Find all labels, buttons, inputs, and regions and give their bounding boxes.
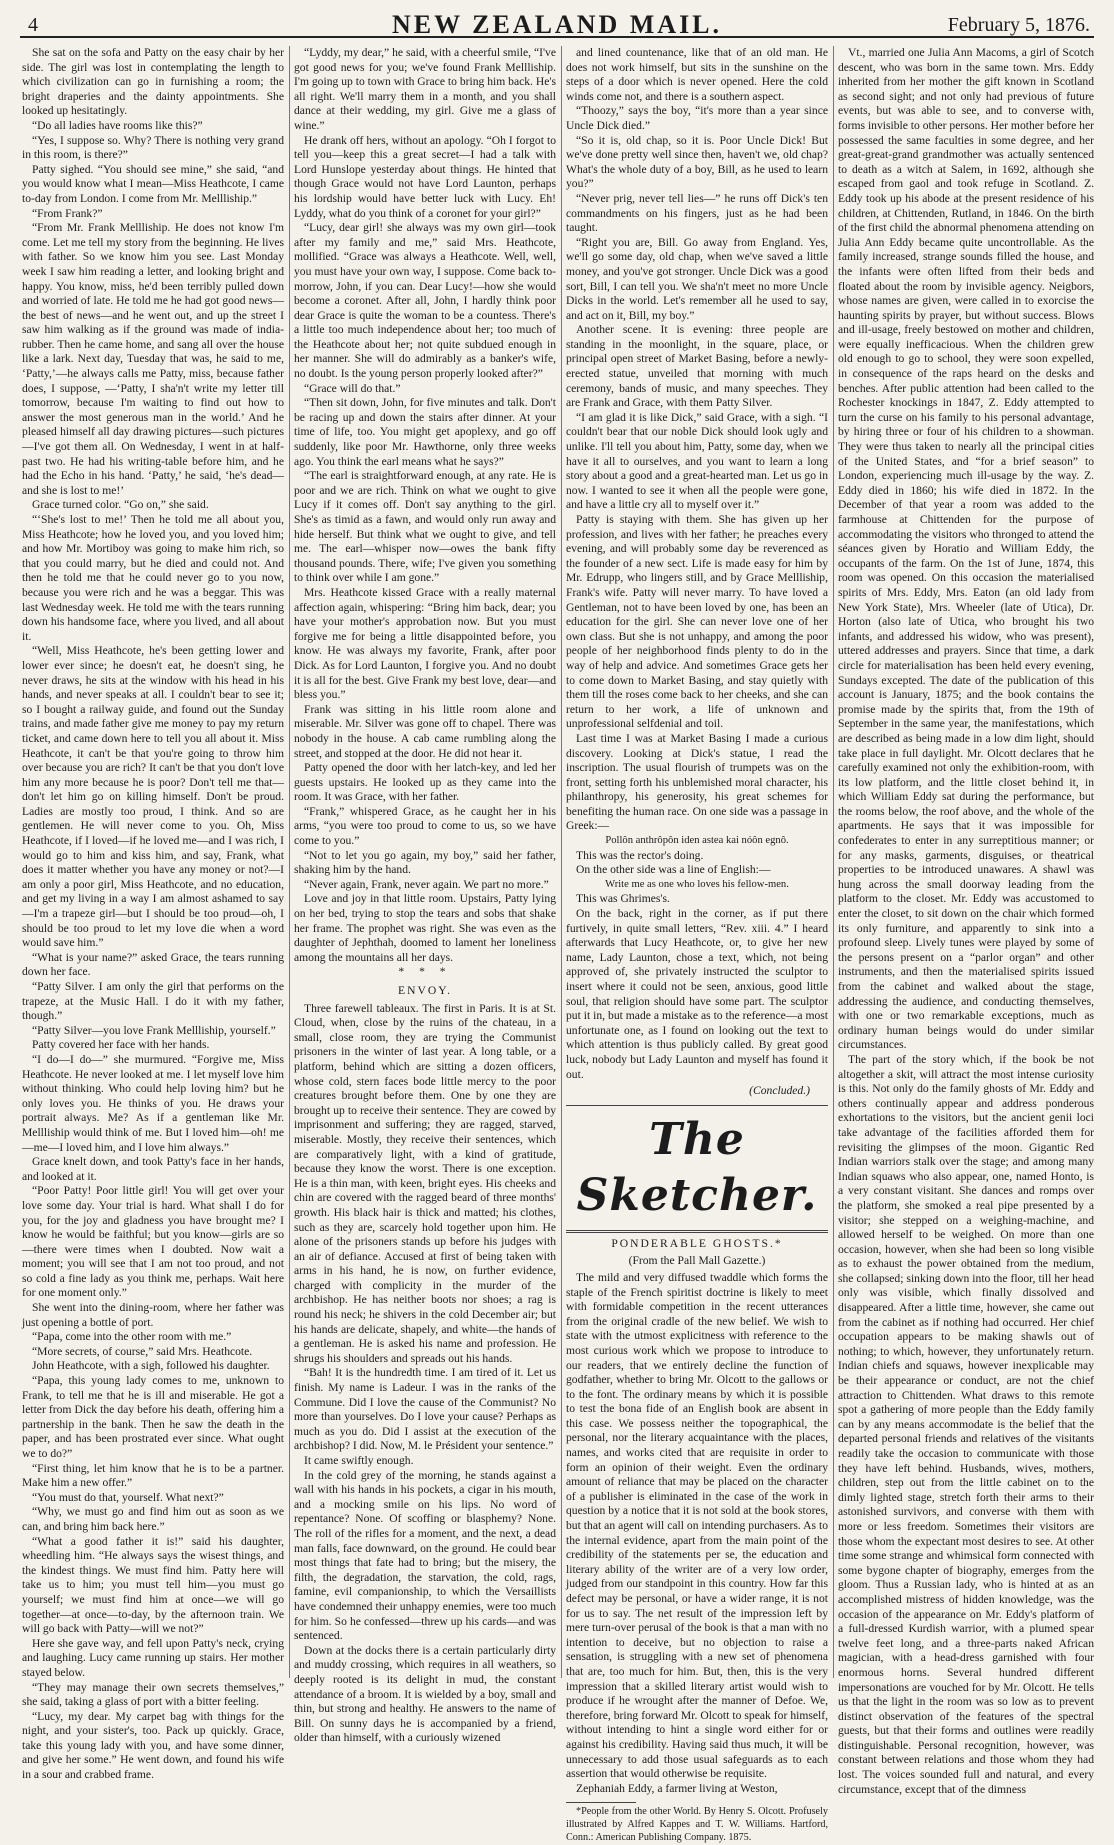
paragraph: “So it is, old chap, so it is. Poor Uncle Dick! But we've done pretty well since then, haven't we, old chap? What's the whole duty of a boy, Bill, as he used to learn you?” [566,133,828,191]
paragraph: Down at the docks there is a certain particularly dirty and muddy crossing, which requires in all weathers, so deeply rooted is its delight in mud, the constant attendance of a broom. It is wielded by a boy, small and thin, but strong and healthy. He answers to the name of Bill. On sunny days he is accompanied by a friend, older than himself, with a curiously wizened [294,1643,556,1745]
envoy-heading: ENVOY. [398,984,452,997]
paragraph: “Then sit down, John, for five minutes and talk. Don't be racing up and down the stairs after dinner. At your time of life, too. You might get apoplexy, and go off suddenly, like poor Mr. Hawthorne, only three weeks ago. You think the earl means what he says?” [294,396,556,468]
divider-line [566,1105,828,1106]
page-number: 4 [28,14,38,36]
paragraph: “Papa, come into the other room with me.” [32,1330,232,1344]
paragraph: Last time I was at Market Basing I made a curious discovery. Looking at Dick's statue, I read the inscription. The usual flourish of trumpets was on the front, setting forth his unblemished moral character, his philanthropy, his generosity, his great schemes for benefiting the human race. On one side was a passage in Greek:— [566,731,828,833]
paragraph: Patty covered her face with her hands. [32,1038,210,1052]
paragraph: Zephaniah Eddy, a farmer living at Weston, [576,1781,778,1795]
paragraph: Vt., married one Julia Ann Macoms, a girl of Scotch descent, who was born in the same town. Mrs. Eddy inherited from her mother the gift known in Scotland as second sight; and not only had previous of future events, but was able to see, and to converse with, forms invisible to other persons. Her mother before her possessed the same faculties in some degree, and her great-great-grand grandmother was actually sentenced to death as a witch at Salem, in 1692, although she escaped from gaol and took refuge in Scotland. Z. Eddy took up his abode at the present residence of his children, at Chittenden, Rutland, in 1846. On the birth of the first child the abnormal phenomena attending on Julia Ann Eddy became quite uncontrollable. As the family increased, strange sounds filled the house, and the infants were often lifted from their beds and floated about the room by invisible agency. Neigbors, whose names are given, were called in to exorcise the haunting spirits by prayer, but without success. Blows and ill-usage, freely bestowed on mother and children, were equally inefficacious. When the children grew old enough to go to school, they were soon expelled, in consequence of the raps heard on the desks and benches. After public attention had been called to the Rochester knockings in 1847, Z. Eddy attempted to turn the curse on his family to his personal advantage, by hiring three or four of his children to a showman. They were thus taken to nearly all the principal cities of the United States, and “for a brief season” to London, experiencing much ill-usage by the way. Z. Eddy died in 1860; his wife died in 1872. In the December of that year a room was added to the farmhouse at Chittenden for the purpose of accommodating the visitors who thronged to attend the séances given by Horatio and William Eddy, the occupants of the farm. On the 1st of June, 1874, this room was opened. On this occasion the materialised spirits of Mrs. Eddy, Mrs. Eaton (an old lady from New York State), Mrs. Wheeler (late of Utica), Dr. Horton (also late of Utica, who brought his two infants, and addressed his widow, who was present), uttered addresses and prayers. Since that time, a dark circle for materialisation has been held every evening, Sundays excepted. The date of the publication of this account is January, 1875; and the book contains the promise made by the spirits that, from the 19th of September in the same year, the manifestations, which are described as being made in a low dim light, should take place in full daylight. Mr. Olcott declares that he carefully examined not only the exhibition-room, with its low platform, and the little closet behind it, in which William Eddy sat during the performance, but the rooms below, the roof above, and the whole of the apartments. He says that it was impossible for confederates to enter in any surreptitious manner; or for any masks, garments, disguises, or theatrical properties to be introduced unawares. A shawl was hung across the small doorway leading from the platform to the closet. Mr. Eddy was accustomed to enter the closet, to sit down on the chair which formed its only furniture, and apparently to sink into a profound sleep. Lively tunes were played by some of the persons present on a “parlor organ” and other instruments, and then the materialised spirits issued from the cabinet and walked about the stage, addressing the audience, and conducting themselves, with one or two remarkable exceptions, much as ordinary human beings would do under similar circumstances. [838,46,1094,1052]
column-divider [289,46,290,1678]
paragraph: This was the rector's doing. [576,848,704,862]
paragraph: “Lyddy, my dear,” he said, with a cheerful smile, “I've got good news for you; we've found Frank Mellliship. I'm going up to town with Grace to bring him back. He's all right. We'll marry them in a month, and you shall dance at their wedding, my girl. Give me a glass of wine.” [294,46,556,132]
paragraph: This was Ghrimes's. [576,892,670,906]
paragraph: Three farewell tableaux. The first in Paris. It is at St. Cloud, when, close by the ruins of the chateau, in a small, close room, they are trying the Communist prisoners in the winter of last year. A long table, or a platform, behind which are sitting a dozen officers, whose cold, stern faces bode little mercy to the poor creatures brought before them. One by one they are brought up to receive their sentence. They are cowed by imprisonment and suffering; they are ragged, starved, miserable. Mostly, they receive their sentences, which are comparatively light, with a kind of gratitude, because they know the worst. There is one exception. He is a thin man, with keen, bright eyes. His cheeks and chin are covered with the ragged beard of three months' growth. His black hair is thick and matted; his clothes, such as they are, scarcely hold together upon him. He alone of the prisoners stands up before his judges with an air of defiance. Accused at first of being taken with arms in his hand, he is now, on further evidence, charged with complicity in the murder of the archbishop. He has neither boots nor shoes; a rag is round his neck; he shivers in the cold December air; but his hands are delicate, shapely, and white—the hands of a gentleman. He is asked his name and profession. He shrugs his shoulders and spreads out his hands. [294,1001,556,1365]
column-2 [294,46,556,1745]
paragraph: Grace knelt down, and took Patty's face in her hands, and looked at it. [22,1155,284,1183]
paragraph: She sat on the sofa and Patty on the easy chair by her side. The girl was lost in contemplating the length to which civilization can go in furnishing a room; the bright draperies and the dainty appointments. She looked up hesitatingly. [22,46,284,118]
greek-inscription: Pollôn anthrôpôn iden astea kai nóôn egnô. [605,835,789,847]
paragraph: “Why, we must go and find him out as soon as we can, and bring him back here.” [22,1505,284,1533]
paragraph: It came swiftly enough. [304,1454,414,1467]
masthead [20,8,1094,38]
column-divider [561,46,562,1678]
issue-date: February 5, 1876. [947,14,1090,36]
paragraph: Patty sighed. “You should see mine,” she said, “and you would know what I mean—Miss Heathcote, I came to-day from London. I come from Mr. Mellliship.” [22,162,284,205]
paragraph: “Papa, this young lady comes to me, unknown to Frank, to tell me that he is ill and miserable. He got a letter from Dick the day before his death, offering him a partnership in the bank. Then he saw the death in the paper, and has been prostrated ever since. What ought we to do?” [22,1374,284,1460]
story-ending [566,46,828,834]
paragraph: Patty is staying with them. She has given up her profession, and lives with her father; he preaches every evening, and will probably some day be reverenced as the founder of a new sect. Life is made easy for him by Mr. Edrupp, who lingers still, and by Grace Mellliship, Frank's wife. Patty will never marry. To have loved a Gentleman, not to have been loved by one, has been an education for the girl. She can never love one of her own class. But she is not unhappy, and among the poor people of her neighborhood finds plenty to do in the way of help and advice. And sometimes Grace gets her to come down to Market Basing, and stay quietly with them till the roses come back to her cheeks, and she can return to her work, a life of unknown and unprofessional selfdenial and toil. [566,513,828,731]
paragraph: “Yes, I suppose so. Why? There is nothing very grand in this room, is there?” [22,133,284,162]
paragraph: Another scene. It is evening: three people are standing in the moonlight, in the square, place, or principal open street of Market Basing, before a newly-erected statue, unveiled that morning with much ceremony, bands of music, and many speeches. They are Frank and Grace, with them Patty Silver. [566,323,828,410]
paragraph: “First thing, let him know that he is to be a partner. Make him a new offer.” [22,1461,284,1490]
paragraph: “Bah! It is the hundredth time. I am tired of it. Let us finish. My name is Ladeur. I was in the ranks of the Commune. Did I love the cause of the Communist? No more than yourselves. Do I love your cause? Perhaps as much as you do. Did I assist at the execution of the archbishop? I did. Now, M. le Président your sentence.” [294,1366,556,1453]
paragraph: “Patty Silver. I am only the girl that performs on the trapeze, at the Music Hall. I do it with my father, though.” [22,980,284,1023]
paper-title: NEW ZEALAND MAIL. [391,10,723,39]
paragraph: and lined countenance, like that of an old man. He does not work himself, but sits in the sunshine on the steps of a door which is never opened. Here the cold winds come not, and there is a southern aspect. [566,46,828,103]
paragraph: The part of the story which, if the book be not altogether a skit, will attract the most intense curiosity is this. Not only do the family ghosts of Mr. Eddy and others continually appear and address ponderous exhortations to the visitors, but the ancient genii loci take advantage of the facilities afforded them for revisiting the glimpses of the moon. Gigantic Red Indian warriors stalk over the stage; and among many Indian squaws who also appear, one, named Honto, is a very constant visitant. She dances and romps over the platform, she smoked a real pipe presented by a visitor; she stepped on a weighing-machine, and allowed herself to be weighed. On more than one occasion, however, when she had been so long visible as to exhaust the power obtained from the medium, she collapsed; sinking down into the floor, till her head only was visible, which finally dissolved and disappeared. After a little time, however, she came out from the cabinet as if nothing had occurred. Her chief occupation appears to be making shawls out of nothing; to which, however, they unfortunately return. Indian chiefs and squaws, however inexplicable may be their appearance or conduct, are not the chief attraction to Chittenden. What draws to this remote spot a gathering of more people than the Eddy family can by any means accommodate is the belief that the departed personal friends and relatives of the visitants readily take the occasion to communicate with those they have left behind. Husbands, wives, mothers, children, step out from the little cabinet on to the dimly lighted stage, stretch forth their arms to their astonished survivors, and converse with them with more or less freedom. Sometimes their visitors are those whom the expectant most desires to see. At other time some strange and whimsical form connected with some bygone chapter of biography, emerges from the gloom. Thus a Russian lady, who is hinted at as an accomplished mistress of hidden knowledge, was the occasion of the appearance on Mr. Eddy's platform of a full-dressed Kurdish warrior, with a plumed spear twelve feet long, and a three-parts naked African magician, with a head-dress garnished with four enormous horns. Several hundred different impersonations are vouched for by Mr. Olcott. He tells us that the light in the room was so low as to prevent distinct observation of the features of the spectral guests, but that their forms and outlines were readily distinguishable. Personal recognition, however, was constant between relations and those whom they had lost. The voices sounded full and natural, and every circumstance, except that of the dimness [838,1052,1094,1796]
paragraph: “Frank,” whispered Grace, as he caught her in his arms, “you were too proud to come to us, so we have come to you.” [294,804,556,848]
paragraph: John Heathcote, with a sigh, followed his daughter. [32,1359,270,1373]
section-separator: * * * [398,965,452,979]
paragraph: “What a good father it is!” said his daughter, wheedling him. “He always says the wisest things, and the kindest things. We must find him. Patty here will take us to him; you must tell him—you must go yourself; we must find him at once—we will go together—at once—to-day, by the afternoon train. We will go back with Patty—will we not?” [22,1534,284,1636]
paragraph: Love and joy in that little room. Upstairs, Patty lying on her bed, trying to stop the tears and sobs that shake her frame. The prophet was right. She was even as the daughter of Jephthah, doomed to lament her loneliness among the mountains all her days. [294,892,556,964]
paragraph: “They may manage their own secrets themselves,” she said, taking a glass of port with a bitter feeling. [22,1680,284,1709]
column-4 [838,46,1094,1796]
concluded-mark: (Concluded.) [749,1084,810,1098]
paragraph: “Well, Miss Heathcote, he's been getting lower and lower ever since; he doesn't eat, he doesn't sing, he never draws, he sits at the window with his head in his hands, and never speaks at all. I couldn't bear to see it; so I bought a railway guide, and found out the Sunday trains, and made father give me money to pay my return ticket, and came down here to tell you all about it. Miss Heathcote, it can't be that you're going to throw him over because you are rich? It can't be that you don't love him any more because he is poor? Don't tell me that—don't let him go on killing himself. Don't be proud. Ladies are mostly too proud, I think. And so are gentlemen. He will never come to you. Oh, Miss Heathcote, if I loved—if he loved me—and I was rich, I would go to him and kiss him, and say, Frank, what does it matter whether you have any money or not?—I am only a poor girl, Miss Heathcote, and no education, and get my living in a way I am almost ashamed to say—I'm a trapeze girl—but I should be too proud—oh, I should be too proud to let my love die when a word would save him.” [22,644,284,950]
paragraph: “Lucy, my dear. My carpet bag with things for the night, and your sister's, too. Pack up quickly. Grace, take this young lady with you, and have some dinner, and give her some.” He went down, and found his wife in a sour and crabbed frame. [22,1709,284,1782]
paragraph: “‘She's lost to me!’ Then he told me all about you, Miss Heathcote; how he loved you, and you loved him; and how Mr. Mortiboy was going to make him rich, so that you could marry, but he died and could not. And then he told me that he could never go to you now, because you were rich and he was a beggar. This was last Wednesday week. He told me with the tears running down his handsome face, where you lived, and all about it. [22,513,284,643]
paragraph: In the cold grey of the morning, he stands against a wall with his hands in his pockets, a cigar in his mouth, and a mocking smile on his lips. No word of repentance? None. Of scoffing or blasphemy? None. The roll of the rifles for a moment, and the next, a dead man falls, face downward, on the ground. He could bear most things that fate had to bring; but the misery, the filth, the degradation, the starvation, the cold, rags, famine, evil companionship, to which the Versaillists have condemned their unhappy enemies, were too much for him. So he confessed—threw up his cards—and was sentenced. [294,1468,556,1643]
paragraph: “Poor Patty! Poor little girl! You will get over your love some day. Your trial is hard. What shall I do for you, for the joy and gladness you have brought me? I know he would be faithful; but you know—girls are so—there were times when I doubted. Now wait a moment; you will see that I am not too proud, and not so cold a fine lady as you think me, perhaps. Wait here for one moment only.” [22,1184,284,1300]
paragraph: “From Frank?” [32,206,103,220]
article-title: PONDERABLE GHOSTS.* [611,1236,783,1250]
paragraph: He drank off hers, without an apology. “Oh I forgot to tell you—keep this a great secret—I had a talk with Lord Hunslope yesterday about things. He hinted that though Grace would not have Lord Launton, perhaps his lordship would have better luck with Lucy. Eh! Lyddy, what do you think of a coronet for your girl?” [294,133,556,220]
paragraph: Grace turned color. “Go on,” she said. [32,498,209,512]
article-source: (From the Pall Mall Gazette.) [628,1254,766,1268]
paragraph: Here she gave way, and fell upon Patty's neck, crying and laughing. Lucy came running up stairs. Her mother stayed below. [22,1636,284,1679]
paragraph: On the back, right in the corner, as if put there furtively, in quite small letters, “Rev. xiii. 4.” I heard afterwards that Lucy Heathcote, or, to give her new name, Lady Launton, chose a text, which, not being approved of, she privately instructed the sculptor to insert where it could not be seen, anxious, good little soul, that religion should have some part. The sculptor put it in, but made a mistake as to the reference—a most unfortunate one, as I found on looking out the text to which attention is thus publicly called. By great good luck, nobody but Lady Launton and myself has found it out. [566,907,828,1081]
envoy-text [294,1002,556,1746]
paragraph: On the other side was a line of English:— [576,863,771,877]
paragraph: “Never again, Frank, never again. We part no more.” [304,877,549,891]
divider-line [566,1230,828,1233]
paragraph: “Thoozy,” says the boy, “it's more than a year since Uncle Dick died.” [566,104,828,132]
footnote-rule [566,1802,636,1803]
paragraph: “Right you are, Bill. Go away from England. Yes, we'll go some day, old chap, when we've saved a little money, and you've got stronger. Uncle Dick was a good sort, Bill, I can tell you. We sha'n't meet no more Uncle Dicks in the world. Let's remember all he used to say, and act on it, Bill, my boy.” [566,235,828,322]
story-final-paragraphs [566,892,828,1082]
section-title-sketcher: The Sketcher. [576,1113,818,1221]
paragraph: The mild and very diffused twaddle which forms the staple of the French spiritist doctrine is likely to meet with formidable competition in the recent utterances from the original cradle of the new belief. We wish to state with the utmost explicitness with reference to the most curious work which we propose to introduce to our readers, that we entirely decline the function of godfather, whether to bring Mr. Olcott to the gallows or to the font. The ordinary means by which it is possible to test the bona fide of an English book are absent in this case. We possess neither the topographical, the personal, nor the literary acquaintance with the places, names, and works cited that are requisite in order to form an opinion of their weight. Even the ordinary amount of reliance that may be placed on the character of a publisher is eliminated in the case of the work in question by a notice that it is not sold at the book stores, but that an agent will call on intending purchasers. As to the internal evidence, apart from the main point of the credibility of the statements per se, the education and literary ability of the writer are of a very low order, judged from our standpoint in this country. How far this defect may be personal, or have a wider range, it is not for us to say. The net result of the impression left by mere turn-over perusal of the book is that a man with no intention to deceive, but no objection to raise a sensation, is struggling with a new set of phenomena that are, too much for him. But, then, this is the very impression that a skilled literary artist would wish to produce if he wrought after the manner of Defoe. We, therefore, bring forward Mr. Olcott to speak for himself, without intending to hint a single word either for or against his credibility. Having said thus much, it will be unnecessary to add those usual safeguards as to each assertion that would otherwise be requisite. [566,1270,828,1781]
paragraph: “Patty Silver—you love Frank Mellliship, yourself.” [32,1023,276,1037]
paragraph: “Do all ladies have rooms like this?” [32,118,203,132]
english-motto: Write me as one who loves his fellow-men. [605,878,789,890]
paragraph: “I am glad it is like Dick,” said Grace, with a sigh. “I couldn't bear that our noble Dick should look ugly and unlike. I'll tell you about him, Patty, some day, when we have it all to ourselves, and you want to learn a long story about a good and a great-hearted man. Let us go in now. I wanted to see it when all the people were gone, and have a little cry all to myself over it.” [566,410,828,512]
column-3 [566,46,828,1843]
paragraph: Patty opened the door with her latch-key, and led her guests upstairs. He looked up as they came into the room. It was Grace, with her father. [294,761,556,804]
paragraph: Mrs. Heathcote kissed Grace with a really maternal affection again, whispering: “Bring him back, dear; you have your mother's approbation now. But you must forgive me for being a little disappointed before, you know. He was always my favorite, Frank, after poor Dick. As for Lord Launton, I forgive you. And no doubt it is all for the best. Give Frank my best love, dear—and bless you.” [294,585,556,702]
paragraph: “You must do that, yourself. What next?” [32,1490,224,1504]
column-1 [22,46,284,1782]
paragraph: “Grace will do that.” [304,381,401,395]
paragraph: “Never prig, never tell lies—” he runs off Dick's ten commandments on his fingers, just as he had been taught. [566,191,828,235]
paragraph: “The earl is straightforward enough, at any rate. He is poor and we are rich. Think on what we ought to give Lucy if it comes off. Don't say anything to the girl. She's as timid as a fawn, and would only run away and hide herself. But think what we ought to give, and tell me. The earl—whisper now—owes the bank fifty thousand pounds. There, wife; I've given you something to think over while I am gone.” [294,469,556,585]
paragraph: “What is your name?” asked Grace, the tears running down her face. [22,950,284,979]
paragraph: “I do—I do—” she murmured. “Forgive me, Miss Heathcote. He never looked at me. I let myself love him without thinking. Who could help loving him? but he only loves you. He thinks of you. He draws your portrait always. Me? As if a gentleman like Mr. Mellliship would think of me. But I loved him—oh! me—me—I loved him, and I love him always.” [22,1052,284,1154]
paragraph: “Not to let you go again, my boy,” said her father, shaking him by the hand. [294,848,556,877]
paragraph: Frank was sitting in his little room alone and miserable. Mr. Silver was gone off to chapel. There was nobody in the house. A cab came rumbling along the street, and stopped at the door. He did not hear it. [294,702,556,760]
column-divider [833,46,834,1678]
article-body [566,1271,828,1796]
story-continuation [294,46,556,965]
inscription-notes [566,849,828,878]
paragraph: “More secrets, of course,” said Mrs. Heathcote. [32,1344,253,1358]
footnote: *People from the other World. By Henry S. Olcott. Profusely illustrated by Alfred Kappes and T. W. Williams. Hartford, Conn.: American Publishing Company. 1875. [566,1806,828,1843]
paragraph: “Lucy, dear girl! she always was my own girl—took after my family and me,” said Mrs. Heathcote, mollified. “Grace was always a Heathcote. Well, well, you must have your own way, I suppose. Come back to-morrow, John, if you can. Dear Lucy!—how she would become a coronet. After all, John, I hardly think poor dear Grace is quite the woman to be a countess. There's a little too much independence about her; too much of the Heathcote about her; not quite subdued enough in her manner. She will do admirably as a banker's wife, no doubt. Is the young person properly looked after?” [294,221,556,381]
paragraph: “From Mr. Frank Mellliship. He does not know I'm come. Let me tell my story from the beginning. He lives with father. So we know him you see. Last Monday week I saw him reading a letter, and looking bright and happy. You know, miss, he'd been terribly pulled down and worried of late. He told me he had got good news—the best of news—and he went out, and up the street I saw him walking as if the ground was made of india-rubber. Then he came home, and sang all over the house like a lark. Next day, Tuesday that was, he said to me, ‘Patty,’—he always calls me Patty, miss, because father does, I suppose, —‘Patty, I sha'n't write my letter till tomorrow, because I'm waiting to find out how to answer the most generous man in the world.’ And he pleased himself all day drawing pictures—such pictures—I've got them all. On Wednesday, I went in at half-past two. He had his writing-table before him, and he had the Echo in his hand. ‘Patty,’ he said, ‘he's dead—and she is lost to me!’ [22,221,284,497]
paragraph: She went into the dining-room, where her father was just opening a bottle of port. [22,1301,284,1329]
